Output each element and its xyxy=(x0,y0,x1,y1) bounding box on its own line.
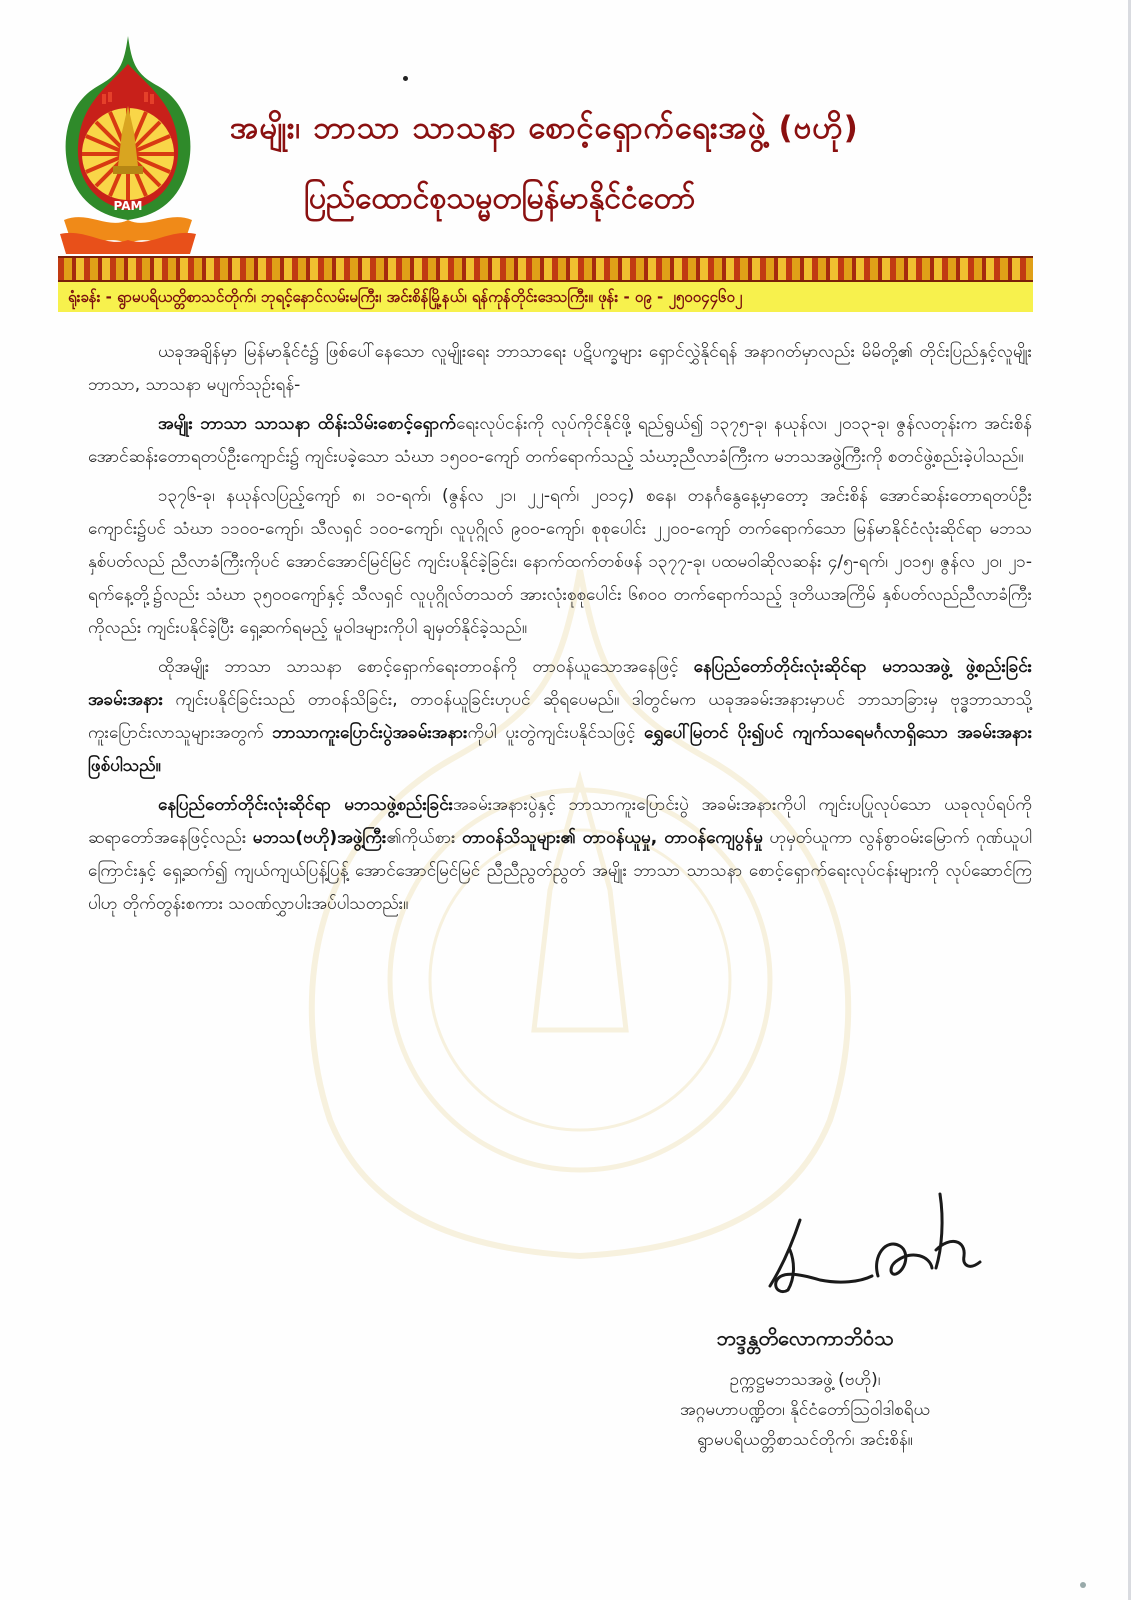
paragraph-4 xyxy=(88,651,1032,783)
paragraph-4-text-c: ကျင်းပနိုင်ခြင်းသည် တာဝန်သိခြင်း, တာဝန်ယူခြင်းဟုပင် ဆိုရပေမည်။ ဒါတွင်မက ယခုအခမ်းအနားမှာပင် ဘာသာခြားမှ ဗုဒ္ဓဘာသာသို့ ကူးပြောင်းလာသူများအတွက် xyxy=(88,690,1033,743)
paragraph-3: ၁၃၇၆-ခု၊ နယုန်လပြည့်ကျော် ၈၊ ၁၀-ရက်၊ (ဇွန်လ ၂၁၊ ၂၂-ရက်၊ ၂၀၁၄) စနေ၊ တနင်္ဂနွေနေ့မှာတော့ အင်းစိန် အောင်ဆန်းတောရတပ်ဦးကျောင်း၌ပင် သံဃာ ၁၁၀၀-ကျော်၊ သီလရှင် ၁၀၀-ကျော်၊ လူပုဂ္ဂိုလ် ၉၀၀-ကျော်၊ စုစုပေါင်း ၂၂၀၀-ကျော် တက်ရောက်သော မြန်မာနိုင်ငံလုံးဆိုင်ရာ မဘသနှစ်ပတ်လည် ညီလာခံကြီးကိုပင် အောင်အောင်မြင်မြင် ကျင်းပနိုင်ခဲ့ခြင်း၊ နောက်ထက်တစ်ဖန် ၁၃၇၇-ခု၊ ပထမဝါဆိုလဆန်း ၄/၅-ရက်၊ ၂၀၁၅၊ ဇွန်လ ၂၀၊ ၂၁-ရက်နေ့တို့၌လည်း သံဃာ ၃၅၀၀ကျော်နှင့် သီလရှင် လူပုဂ္ဂိုလ်တသတ် အားလုံးစုစုပေါင်း ၆၈၀၀ တက်ရောက်သည့် ဒုတိယအကြိမ် နှစ်ပတ်လည်ညီလာခံကြီးကိုလည်း ကျင်းပနိုင်ခဲ့ပြီး ရှေ့ဆက်ရမည့် မူဝါဒများကိုပါ ချမှတ်နိုင်ခဲ့သည်။ xyxy=(88,486,1032,638)
letter-body xyxy=(88,336,1032,927)
paragraph-5 xyxy=(88,789,1032,921)
handwritten-signature xyxy=(760,1190,990,1300)
paragraph-1: ယခုအချိန်မှာ မြန်မာနိုင်ငံ၌ ဖြစ်ပေါ်နေသော လူမျိုးရေး ဘာသာရေး ပဋိပက္ခများ ရှောင်လွှဲနိုင်ရန် အနာဂတ်မှာလည်း မိမိတို့၏ တိုင်းပြည်နှင့်လူမျိုး ဘာသာ, သာသနာ မပျက်သုဉ်းရန်- xyxy=(88,342,1032,395)
signatory-title-1: ဥက္ကဋ္ဌမဘသအဖွဲ့ (ဗဟို)၊ xyxy=(729,1370,881,1390)
signatory-block xyxy=(640,1325,970,1455)
paragraph-5-bold-a: နေပြည်တော်တိုင်းလုံးဆိုင်ရာ မဘသဖွဲ့စည်းခြင်း xyxy=(158,795,453,815)
paragraph-4-bold-d: ဘာသာကူးပြောင်းပွဲအခမ်းအနား xyxy=(272,723,468,743)
paragraph-5-bold-e: တာဝန်သိသူများ၏ တာဝန်ယူမှု, တာဝန်ကျေပွန်မှု xyxy=(462,828,763,848)
decorative-band xyxy=(58,256,1033,282)
decorative-dot-corner xyxy=(1080,1582,1086,1588)
signatory-title-3: ရွာမပရိယတ္တိစာသင်တိုက်၊ အင်းစိန်။ xyxy=(697,1430,913,1450)
logo-text: PAM xyxy=(113,199,143,213)
signatory-name: ဘဒ္ဒန္တတိလောကာဘိဝံသ xyxy=(716,1326,894,1350)
paragraph-4-bold-b: နေပြည်တော်တိုင်းလုံးဆိုင်ရာ မဘသအဖွဲ့ ဖွဲ့စည်းခြင်းအခမ်းအနား xyxy=(88,657,1033,710)
organization-logo xyxy=(58,34,198,256)
paragraph-5-text-d: ၏ကိုယ်စား xyxy=(386,828,456,848)
country-name: ပြည်ထောင်စုသမ္မတမြန်မာနိုင်ငံတော် xyxy=(304,181,696,216)
paragraph-2-text: ရေးလုပ်ငန်းကို လုပ်ကိုင်နိုင်ဖို့ ရည်ရွယ်၍ ၁၃၇၅-ခု၊ နယုန်လ၊ ၂၀၁၃-ခု၊ ဇွန်လတုန်းက အင်းစိန်အောင်ဆန်းတောရတပ်ဦးကျောင်း၌ ကျင်းပခဲ့သော သံဃာ ၁၅၀၀-ကျော် တက်ရောက်သည့် သံဃာ့ညီလာခံကြီးက မဘသအဖွဲ့ကြီးကို စတင်ဖွဲ့စည်းခဲ့ပါသည်။ xyxy=(88,414,1032,467)
paragraph-4-text-a: ထိုအမျိုး ဘာသာ သာသနာ စောင့်ရှောက်ရေးတာဝန်ကို တာဝန်ယူသောအနေဖြင့် xyxy=(158,657,679,677)
paragraph-2 xyxy=(88,408,1032,474)
paragraph-5-text-f: ဟုမှတ်ယူကာ လွန်စွာဝမ်းမြောက် ဂုဏ်ယူပါကြောင်းနှင့် ရှေ့ဆက်၍ ကျယ်ကျယ်ပြန့်ပြန့် အောင်အောင်မြင်မြင် ညီညီညွတ်ညွတ် အမျိုး ဘာသာ သာသနာ စောင့်ရှောက်ရေးလုပ်ငန်းများကို လုပ်ဆောင်ကြပါဟု တိုက်တွန်းစကား သဝဏ်လွှာပါးအပ်ပါသတည်း။ xyxy=(88,828,1033,914)
paragraph-2-bold: အမျိုး ဘာသာ သာသနာ ထိန်းသိမ်းစောင့်ရှောက် xyxy=(158,414,457,434)
organization-name: အမျိုး၊ ဘာသာ သာသနာ စောင့်ရှောက်ရေးအဖွဲ့ (ဗဟို) xyxy=(230,110,859,146)
address-bar: ရုံးခန်း - ရွာမပရိယတ္တိစာသင်တိုက်၊ ဘုရင့်နောင်လမ်းမကြီး၊ အင်းစိန်မြို့နယ်၊ ရန်ကုန်တိုင်းဒေသကြီး။ ဖုန်း - ၀၉ - ၂၅၀၀၄၄၆၀၂ xyxy=(58,282,1033,312)
signatory-title-2: အဂ္ဂမဟာပဏ္ဍိတ၊ နိုင်ငံတော်ဩဝါဒါစရိယ xyxy=(680,1400,930,1420)
paragraph-5-bold-c: မဘသ(ဗဟို)အဖွဲ့ကြီး xyxy=(252,828,387,848)
decorative-dot xyxy=(403,76,408,81)
paragraph-4-text-e: ကိုပါ ပူးတွဲကျင်းပနိုင်သဖြင့် xyxy=(467,723,636,743)
paragraph-4-bold-f: ရွှေပေါ်မြတင် ပိုး၍ပင် ကျက်သရေမင်္ဂလာရှိသော အခမ်းအနားဖြစ်ပါသည်။ xyxy=(88,723,1033,776)
paragraph-5-text-b: အခမ်းအနားပွဲနှင့် ဘာသာကူးပြောင်းပွဲ အခမ်းအနားကိုပါ ကျင်းပပြုလုပ်သော ယခုလုပ်ရပ်ကို ဆရာတော်အနေဖြင့်လည်း xyxy=(88,795,1032,848)
